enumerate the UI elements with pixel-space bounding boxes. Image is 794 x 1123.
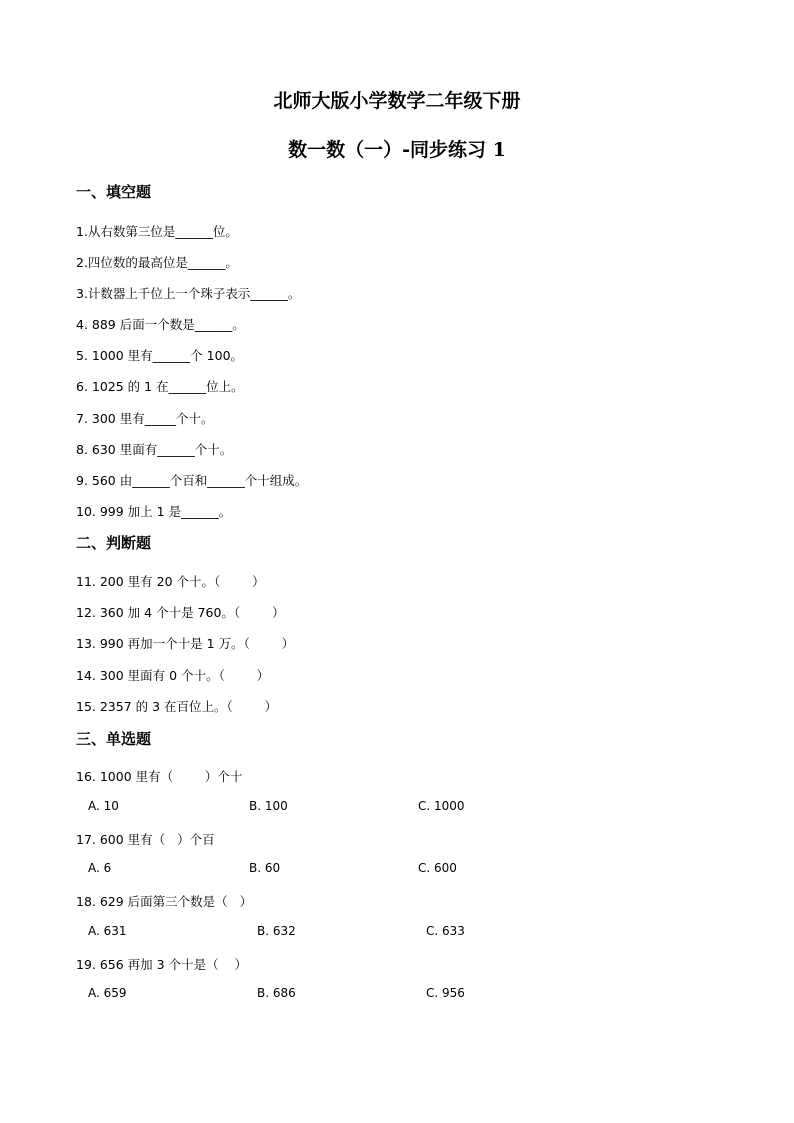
question-17: 17. 600 里有（ ）个百	[76, 832, 215, 847]
question-7: 7. 300 里有_____个十。	[76, 411, 214, 426]
question-1: 1.从右数第三位是______位。	[76, 224, 238, 239]
page-subtitle: 数一数（一）-同步练习 1	[288, 139, 506, 161]
section-heading-choice: 三、单选题	[76, 730, 152, 748]
option-c: C. 600	[418, 861, 457, 875]
question-6: 6. 1025 的 1 在______位上。	[76, 379, 244, 394]
option-b: B. 632	[257, 924, 296, 938]
question-12: 12. 360 加 4 个十是 760。（ ）	[76, 605, 285, 620]
option-b: B. 100	[249, 799, 288, 813]
option-b: B. 60	[249, 861, 281, 875]
question-8: 8. 630 里面有______个十。	[76, 442, 233, 457]
option-c: C. 1000	[418, 799, 465, 813]
question-9: 9. 560 由______个百和______个十组成。	[76, 473, 308, 488]
question-10: 10. 999 加上 1 是______。	[76, 504, 232, 519]
section-heading-fill: 一、填空题	[76, 183, 152, 201]
option-a: A. 6	[88, 861, 112, 875]
option-a: A. 10	[88, 799, 119, 813]
option-a: A. 659	[88, 986, 127, 1000]
option-b: B. 686	[257, 986, 296, 1000]
option-a: A. 631	[88, 924, 127, 938]
question-11: 11. 200 里有 20 个十。（ ）	[76, 574, 265, 589]
option-c: C. 956	[426, 986, 465, 1000]
question-18: 18. 629 后面第三个数是（ ）	[76, 894, 253, 909]
question-13: 13. 990 再加一个十是 1 万。（ ）	[76, 636, 295, 651]
question-16: 16. 1000 里有（ ）个十	[76, 769, 243, 784]
question-2: 2.四位数的最高位是______。	[76, 255, 238, 270]
question-5: 5. 1000 里有______个 100。	[76, 348, 244, 363]
question-14: 14. 300 里面有 0 个十。（ ）	[76, 668, 270, 683]
question-4: 4. 889 后面一个数是______。	[76, 317, 245, 332]
option-c: C. 633	[426, 924, 465, 938]
section-heading-judge: 二、判断题	[76, 534, 152, 552]
question-3: 3.计数器上千位上一个珠子表示______。	[76, 286, 301, 301]
question-15: 15. 2357 的 3 在百位上。（ ）	[76, 699, 278, 714]
page-title: 北师大版小学数学二年级下册	[273, 90, 521, 112]
question-19: 19. 656 再加 3 个十是（ ）	[76, 957, 247, 972]
